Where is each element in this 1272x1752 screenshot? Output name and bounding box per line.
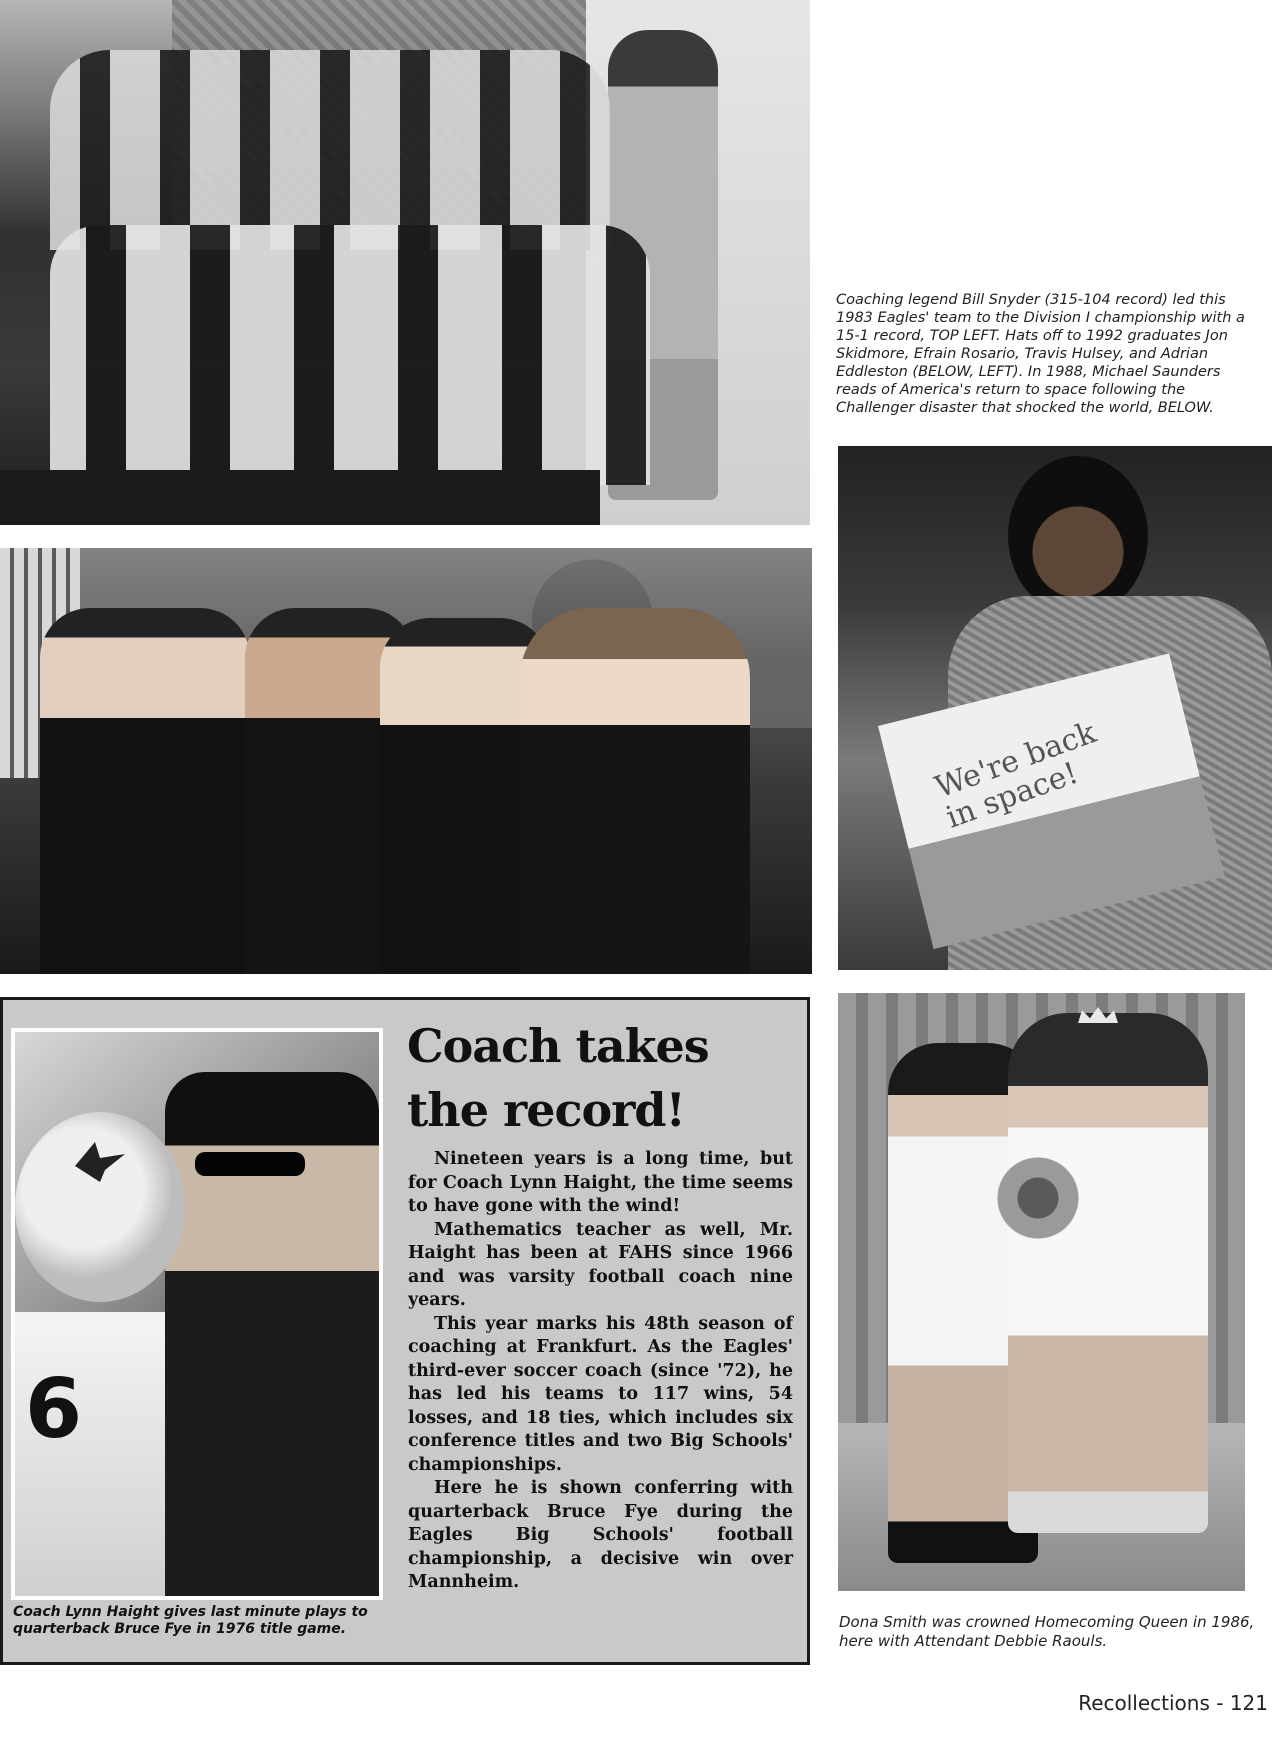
reader-head [1008,456,1148,616]
coach-figure [165,1072,379,1596]
newspaper-reader-photo [838,446,1272,970]
crown-icon [1078,1007,1118,1023]
story-paragraph-1: Nineteen years is a long time, but for Coach Lynn Haight, the time seems to have gone with the wind! [408,1149,793,1216]
helmet [15,1112,185,1302]
newspaper-headline: We're back in space! [930,715,1101,836]
story-paragraph-3: This year marks his 48th season of coaching at Frankfurt. As the Eagles' third-ever soccer coach (since '72), he has led his teams to 117 wins, 54 losses, and 18 ties, which includes six conference titles and two Big Schools' championships. [408,1313,793,1475]
feature-box [0,997,810,1665]
queen-figure [1008,1013,1208,1533]
bouquet [978,1143,1098,1253]
feature-story [408,1148,793,1595]
homecoming-queen-photo [838,993,1245,1591]
story-paragraph-4: Here he is shown conferring with quarterback Bruce Fye during the Eagles Big Schools' football championship, a decisive win over Mannheim. [408,1478,793,1592]
coach-and-quarterback-photo [15,1032,379,1596]
team-photo [0,0,810,525]
graduates-photo [0,548,812,974]
feature-headline: Coach takes the record! [407,1019,709,1137]
floor [0,470,600,525]
coach-photo-frame [11,1028,383,1600]
page-footer: Recollections - 121 [1078,1691,1268,1715]
top-caption: Coaching legend Bill Snyder (315-104 record) led this 1983 Eagles' team to the Division I championship with a 15-1 record, TOP LEFT. Hats off to 1992 graduates Jon Skidmore, Efrain Rosario, Travis Hulsey, and Adrian Eddleston (BELOW, LEFT). In 1988, Michael Saunders reads of America's return to space following the Challenger disaster that shocked the world, BELOW. [836,292,1245,416]
team-back-row [50,50,610,250]
coach-photo-caption: Coach Lynn Haight gives last minute plays to quarterback Bruce Fye in 1976 title game. [13,1604,368,1637]
jersey-number: 6 [25,1362,83,1457]
sunglasses [195,1152,305,1176]
story-paragraph-2: Mathematics teacher as well, Mr. Haight has been at FAHS since 1966 and was varsity football coach nine years. [408,1219,793,1310]
graduate-1 [40,608,250,974]
homecoming-caption: Dona Smith was crowned Homecoming Queen in 1986, here with Attendant Debbie Raouls. [839,1613,1255,1650]
team-front-row [50,225,650,485]
graduate-4 [520,608,750,974]
